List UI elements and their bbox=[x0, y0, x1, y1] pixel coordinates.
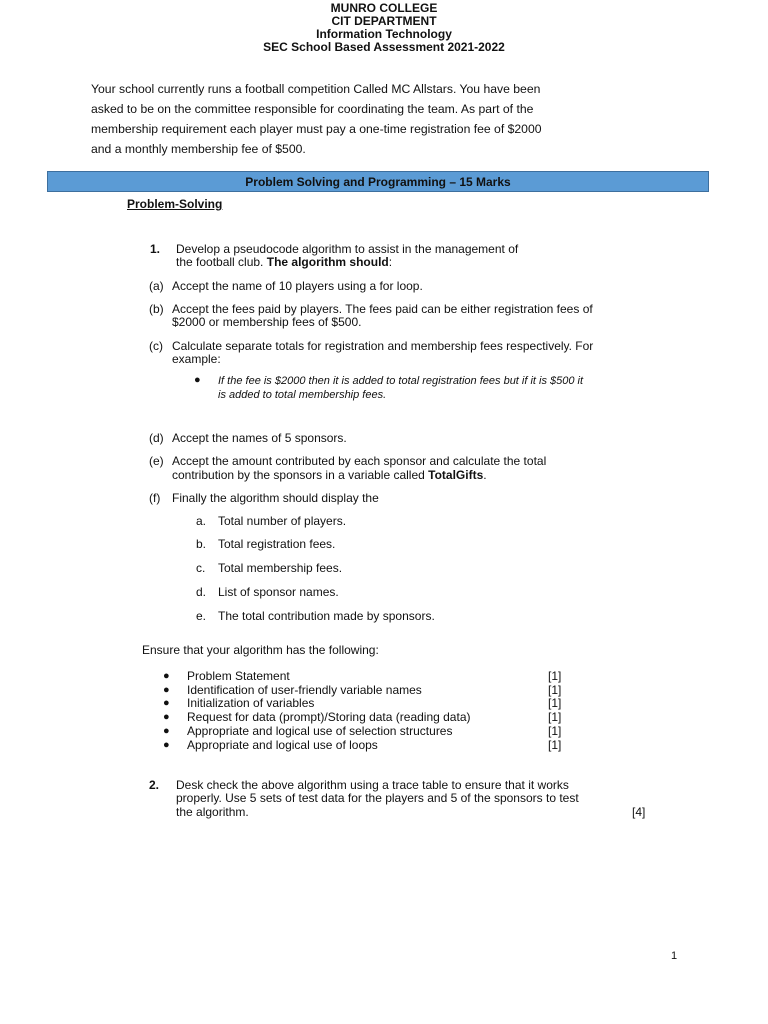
criteria-item: Identification of user-friendly variable names bbox=[187, 683, 422, 697]
q1-line-1: Develop a pseudocode algorithm to assist in the management of bbox=[176, 242, 519, 256]
q2-mark: [4] bbox=[632, 805, 646, 819]
section-band: Problem Solving and Programming – 15 Marks bbox=[47, 171, 709, 192]
page-number: 1 bbox=[671, 950, 678, 962]
bullet-icon: ● bbox=[163, 670, 170, 682]
intro-line-4: and a monthly membership fee of $500. bbox=[91, 142, 306, 156]
q1b-tag: (b) bbox=[149, 302, 164, 316]
bullet-icon: ● bbox=[163, 697, 170, 709]
q1d-text: Accept the names of 5 sponsors. bbox=[172, 431, 347, 445]
intro-line-2: asked to be on the committee responsible for coordinating the team. As part of the bbox=[91, 102, 534, 116]
subject-name: Information Technology bbox=[316, 27, 452, 41]
q1a-tag: (a) bbox=[149, 279, 164, 293]
ensure-lead: Ensure that your algorithm has the following: bbox=[142, 643, 379, 657]
list-item-tag: b. bbox=[196, 537, 207, 551]
q1b-line-1: Accept the fees paid by players. The fees paid can be either registration fees of bbox=[172, 302, 593, 316]
list-item: The total contribution made by sponsors. bbox=[218, 609, 435, 623]
q1c-line-1: Calculate separate totals for registration and membership fees respectively. For bbox=[172, 339, 594, 353]
list-item-tag: c. bbox=[196, 561, 206, 575]
q1b-line-2: $2000 or membership fees of $500. bbox=[172, 315, 362, 329]
list-item-tag: a. bbox=[196, 514, 207, 528]
q1-number: 1. bbox=[150, 242, 161, 256]
list-item: List of sponsor names. bbox=[218, 585, 339, 599]
criteria-mark: [1] bbox=[548, 724, 562, 738]
subheading: Problem-Solving bbox=[127, 197, 223, 211]
department-name: CIT DEPARTMENT bbox=[331, 14, 437, 28]
intro-line-1: Your school currently runs a football competition Called MC Allstars. You have been bbox=[91, 82, 541, 96]
bullet-icon: ● bbox=[163, 711, 170, 723]
q1a-text: Accept the name of 10 players using a for loop. bbox=[172, 279, 423, 293]
q1f-text: Finally the algorithm should display the bbox=[172, 491, 379, 505]
criteria-mark: [1] bbox=[548, 669, 562, 683]
criteria-mark: [1] bbox=[548, 696, 562, 710]
q1e-line-2: contribution by the sponsors in a variable called TotalGifts. bbox=[172, 468, 487, 482]
list-item: Total registration fees. bbox=[218, 537, 336, 551]
q1c-tag: (c) bbox=[149, 339, 163, 353]
criteria-item: Problem Statement bbox=[187, 669, 290, 683]
q1e-line-1: Accept the amount contributed by each sponsor and calculate the total bbox=[172, 454, 547, 468]
q2-line-2: properly. Use 5 sets of test data for the players and 5 of the sponsors to test bbox=[176, 791, 579, 805]
bullet-icon: ● bbox=[163, 725, 170, 737]
q2-number: 2. bbox=[149, 778, 160, 792]
school-name: MUNRO COLLEGE bbox=[330, 1, 438, 15]
q2-line-3: the algorithm. bbox=[176, 805, 249, 819]
bullet-icon: ● bbox=[163, 739, 170, 751]
assessment-title: SEC School Based Assessment 2021-2022 bbox=[263, 40, 505, 54]
criteria-item: Initialization of variables bbox=[187, 696, 315, 710]
intro-line-3: membership requirement each player must pay a one-time registration fee of $2000 bbox=[91, 122, 542, 136]
criteria-mark: [1] bbox=[548, 710, 562, 724]
bullet-icon: ● bbox=[194, 374, 201, 386]
q1e-tag: (e) bbox=[149, 454, 164, 468]
q1c-example-line-2: is added to total membership fees. bbox=[218, 389, 387, 401]
criteria-item: Appropriate and logical use of selection structures bbox=[187, 724, 453, 738]
criteria-item: Request for data (prompt)/Storing data (reading data) bbox=[187, 710, 471, 724]
q1c-line-2: example: bbox=[172, 352, 221, 366]
bullet-icon: ● bbox=[163, 684, 170, 696]
q1f-tag: (f) bbox=[149, 491, 161, 505]
q1c-example-line-1: If the fee is $2000 then it is added to total registration fees but if it is $500 it bbox=[218, 375, 584, 387]
q1-line-2: the football club. The algorithm should: bbox=[176, 255, 393, 269]
criteria-mark: [1] bbox=[548, 738, 562, 752]
list-item-tag: d. bbox=[196, 585, 207, 599]
list-item: Total number of players. bbox=[218, 514, 347, 528]
criteria-item: Appropriate and logical use of loops bbox=[187, 738, 378, 752]
list-item-tag: e. bbox=[196, 609, 207, 623]
q2-line-1: Desk check the above algorithm using a trace table to ensure that it works bbox=[176, 778, 569, 792]
list-item: Total membership fees. bbox=[218, 561, 343, 575]
q1d-tag: (d) bbox=[149, 431, 164, 445]
criteria-mark: [1] bbox=[548, 683, 562, 697]
